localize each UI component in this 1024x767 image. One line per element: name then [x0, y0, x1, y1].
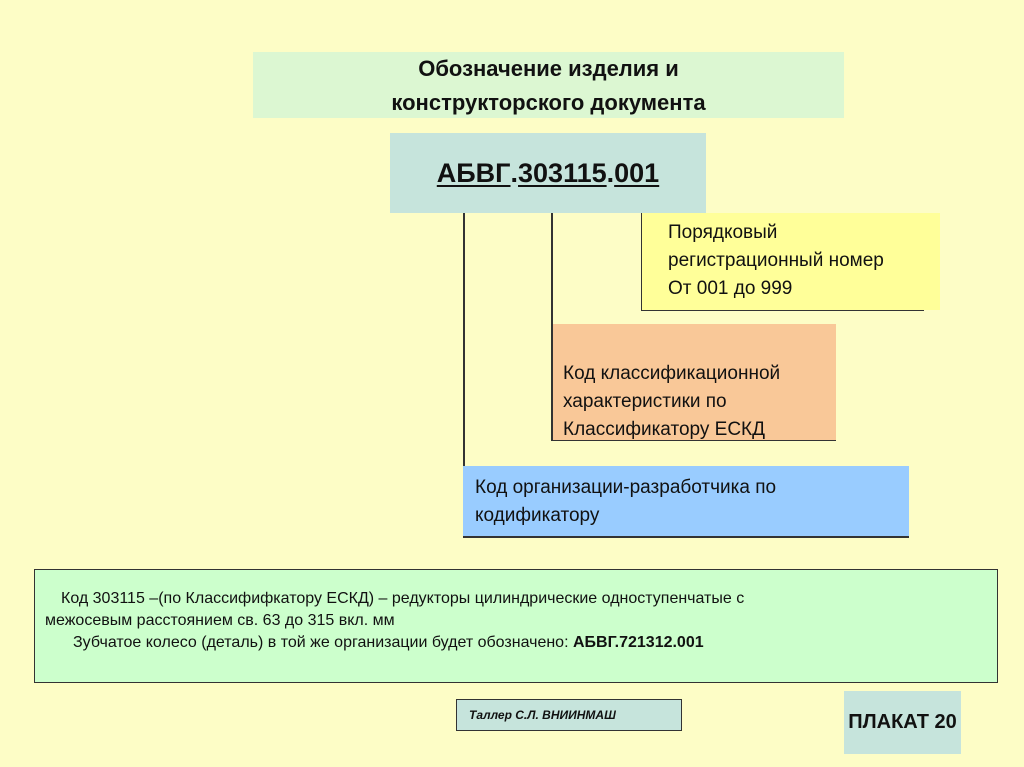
note-example-code: АБВГ.721312.001	[572, 634, 704, 651]
title-line-1: Обозначение изделия и	[418, 56, 679, 81]
note-line-3-text: Зубчатое колесо (деталь) в той же организации будет обозначено:	[73, 634, 573, 651]
diagram-title	[253, 52, 844, 118]
class-line-3: Классификатору ЕСКД	[563, 419, 765, 440]
code-separator-1: .	[510, 157, 519, 188]
note-box	[34, 569, 998, 683]
organization-box	[463, 466, 909, 536]
serial-line-1: Порядковый	[668, 222, 778, 243]
author-label: Таллер С.Л. ВНИИНМАШ	[456, 699, 682, 731]
class-line-1: Код классификационной	[563, 363, 781, 384]
title-line-2: конструкторского документа	[391, 90, 706, 115]
connector-org-horizontal	[463, 536, 909, 538]
note-line-3	[45, 632, 989, 654]
class-line-2: характеристики по	[563, 391, 727, 412]
note-line-2: межосевым расстоянием св. 63 до 315 вкл. мм	[45, 612, 395, 629]
serial-line-3: От 001 до 999	[668, 278, 793, 299]
serial-line-2: регистрационный номер	[668, 250, 884, 271]
serial-code-part: 001	[614, 157, 660, 188]
serial-number-box	[642, 213, 940, 310]
org-code-part: АБВГ	[436, 157, 511, 188]
designation-code	[390, 133, 706, 213]
note-line-1: Код 303115 –(по Классифифкатору ЕСКД) – редукторы цилиндрические одноступенчатые с	[61, 590, 745, 607]
poster-label: ПЛАКАТ 20	[844, 691, 961, 754]
classification-box	[553, 324, 836, 440]
class-code-part: 303115	[518, 157, 607, 188]
code-separator-2: .	[606, 157, 615, 188]
org-line-1: Код организации-разработчика по	[475, 477, 777, 498]
org-line-2: кодификатору	[475, 505, 600, 526]
